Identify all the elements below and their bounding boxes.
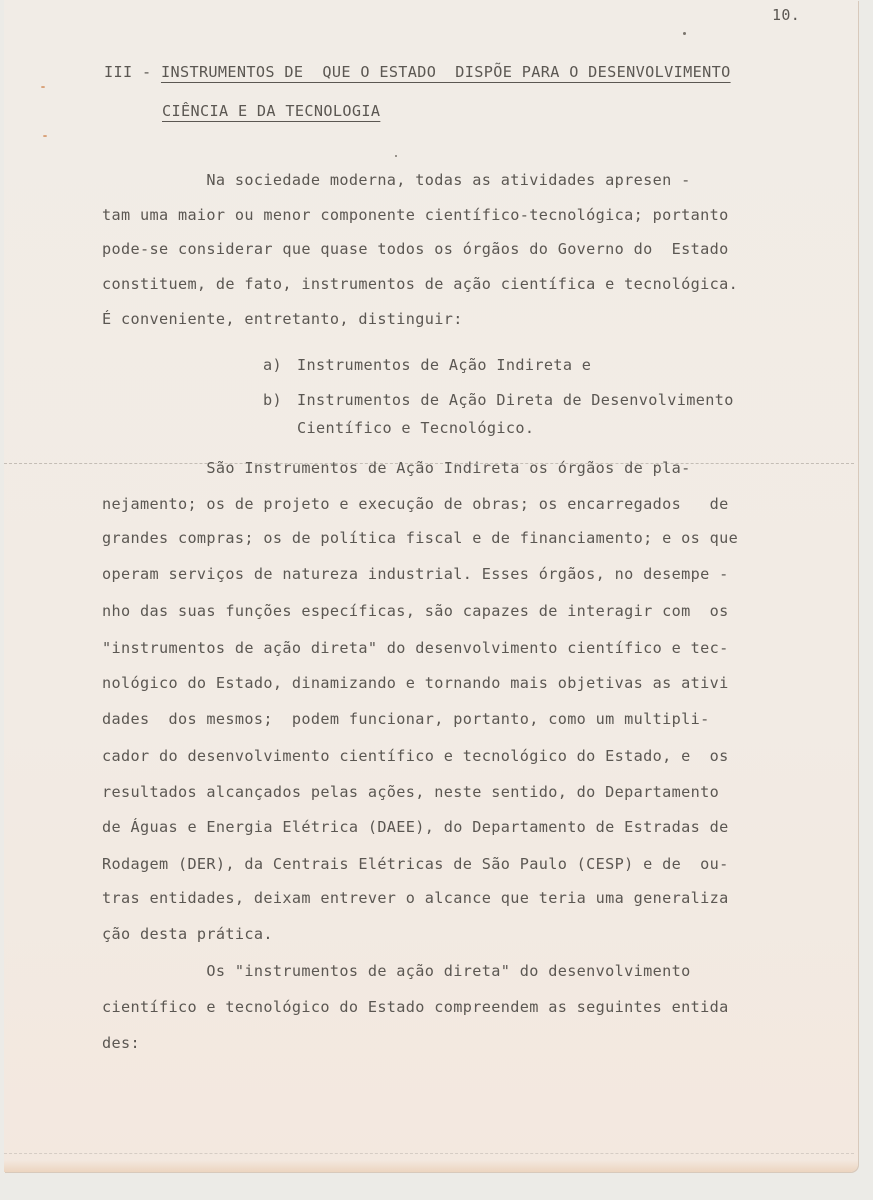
section-numeral: III - <box>104 63 161 81</box>
text-line: grandes compras; os de política fiscal e de financiamento; e os que <box>102 529 739 547</box>
paper-speck <box>395 155 397 157</box>
text-line: nológico do Estado, dinamizando e tornando mais objetivas as ativi <box>102 674 729 692</box>
text-line: "instrumentos de ação direta" do desenvolvimento científico e tec- <box>102 639 729 657</box>
text-line: dades dos mesmos; podem funcionar, portanto, como um multipli- <box>102 710 710 728</box>
text-line: Na sociedade moderna, todas as atividades apresen - <box>102 171 691 189</box>
text-line: científico e tecnológico do Estado compreendem as seguintes entida <box>102 998 729 1016</box>
paper-speck <box>683 32 686 35</box>
section-title-line-2: CIÊNCIA E DA TECNOLOGIA <box>162 102 381 120</box>
page-number: 10. <box>772 6 801 24</box>
list-marker: b) <box>263 391 282 409</box>
paper-edge-stain <box>4 1160 858 1172</box>
text-line: constituem, de fato, instrumentos de ação científica e tecnológica. <box>102 275 739 293</box>
section-heading-line-1 <box>104 62 731 82</box>
text-line: É conveniente, entretanto, distinguir: <box>102 310 463 328</box>
paper-speck <box>43 135 47 137</box>
text-line: pode-se considerar que quase todos os órgãos do Governo do Estado <box>102 240 729 258</box>
paper-fold-line-bottom <box>4 1153 854 1154</box>
text-line: Os "instrumentos de ação direta" do desenvolvimento <box>102 962 691 980</box>
text-line: operam serviços de natureza industrial. Esses órgãos, no desempe - <box>102 565 729 583</box>
text-line: tam uma maior ou menor componente científico-tecnológica; portanto <box>102 206 729 224</box>
text-line: nho das suas funções específicas, são capazes de interagir com os <box>102 602 729 620</box>
paper-speck <box>41 86 45 88</box>
text-line: São Instrumentos de Ação Indireta os órgãos de pla- <box>102 459 691 477</box>
list-item-text: Científico e Tecnológico. <box>297 419 535 437</box>
section-heading-line-2 <box>162 101 380 121</box>
text-line: de Águas e Energia Elétrica (DAEE), do Departamento de Estradas de <box>102 818 729 836</box>
list-item-text: Instrumentos de Ação Indireta e <box>297 356 592 374</box>
list-item-text: Instrumentos de Ação Direta de Desenvolvimento <box>297 391 734 409</box>
text-line: tras entidades, deixam entrever o alcance que teria uma generaliza <box>102 889 729 907</box>
section-title-line-1: INSTRUMENTOS DE QUE O ESTADO DISPÕE PARA O DESENVOLVIMENTO <box>160 63 731 81</box>
text-line: nejamento; os de projeto e execução de obras; os encarregados de <box>102 495 729 513</box>
text-line: cador do desenvolvimento científico e tecnológico do Estado, e os <box>102 747 729 765</box>
text-line: resultados alcançados pelas ações, neste sentido, do Departamento <box>102 783 720 801</box>
text-line: des: <box>102 1034 140 1052</box>
text-line: ção desta prática. <box>102 925 273 943</box>
list-marker: a) <box>263 356 282 374</box>
text-line: Rodagem (DER), da Centrais Elétricas de São Paulo (CESP) e de ou- <box>102 855 729 873</box>
